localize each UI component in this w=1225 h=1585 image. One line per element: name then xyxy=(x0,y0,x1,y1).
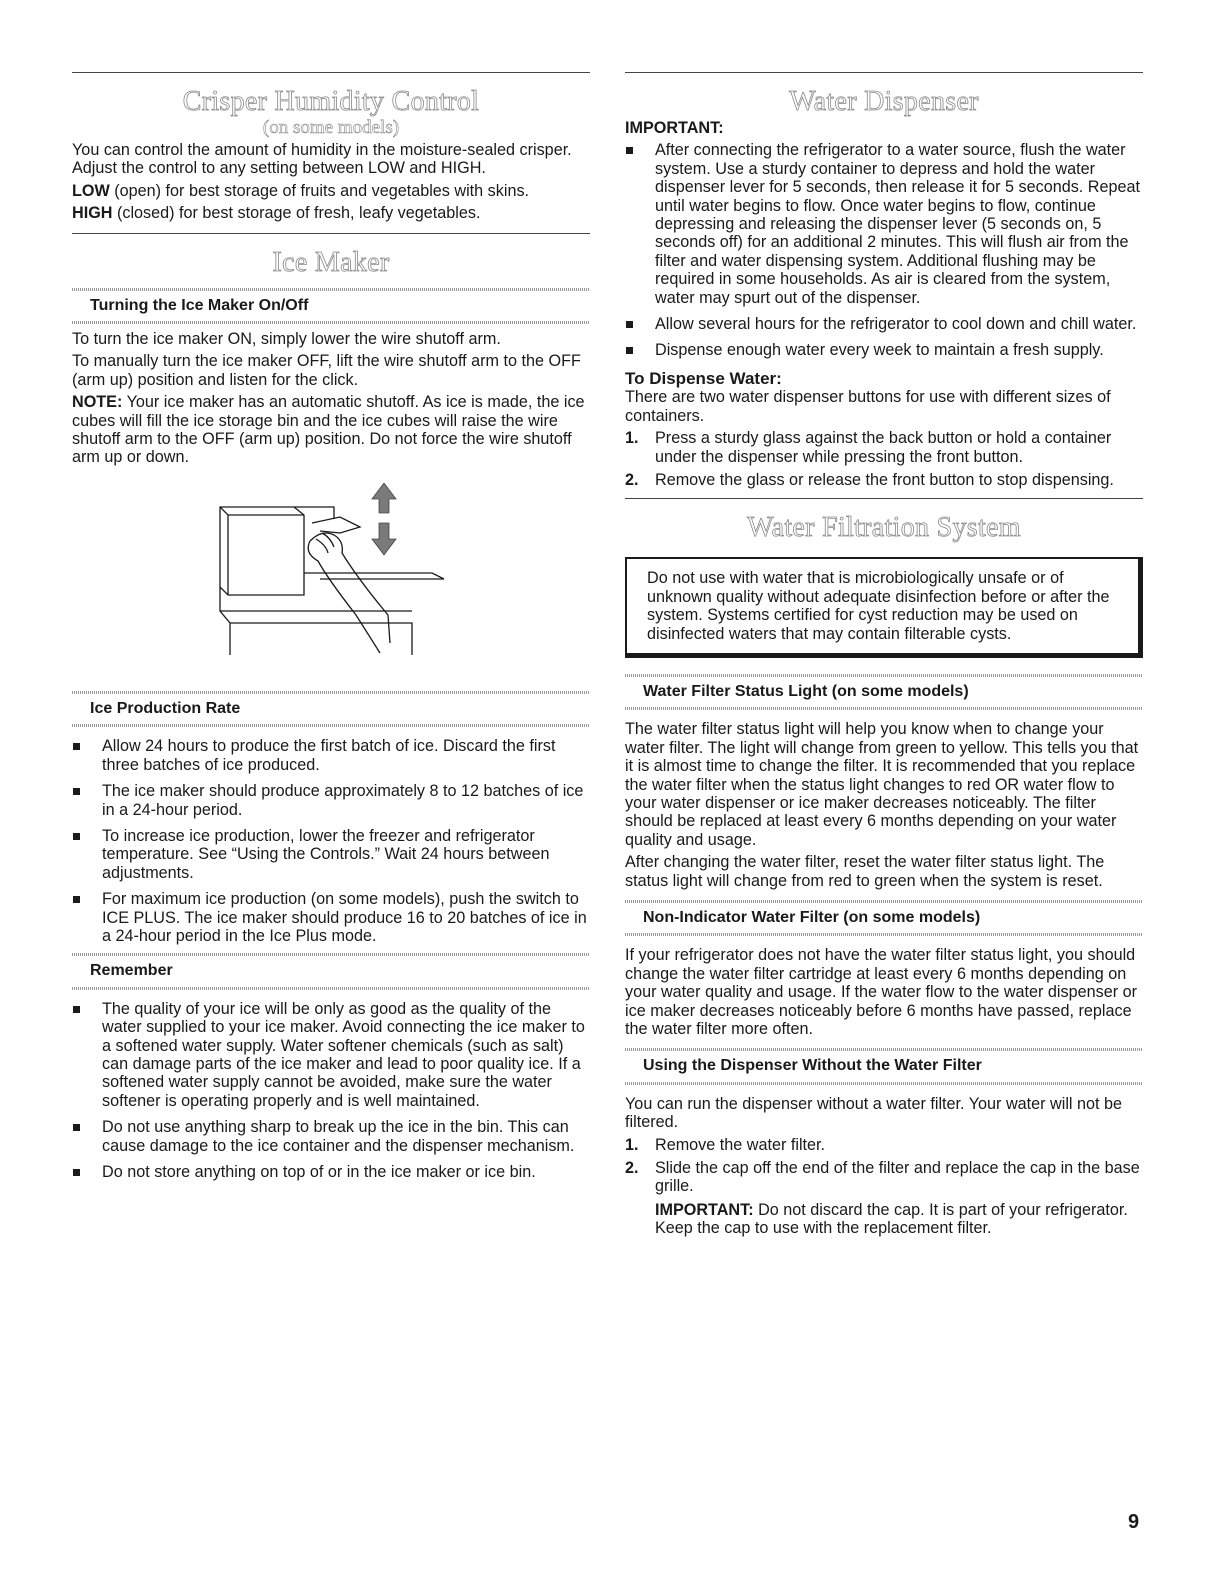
filter-status-light-heading: Water Filter Status Light (on some models) xyxy=(625,674,1143,710)
list-item xyxy=(625,471,1143,489)
note-text: Your ice maker has an automatic shutoff. As ice is made, the ice cubes will fill the ice storage bin and the ice cubes will raise the wire shutoff arm to the OFF (arm up) position. Do not force the wire shutoff arm up or down. xyxy=(72,393,585,467)
list-item: Do not use anything sharp to break up the ice in the bin. This can cause damage to the ice container and the dispenser mechanism. xyxy=(72,1118,590,1155)
crisper-intro: You can control the amount of humidity in the moisture-sealed crisper. Adjust the control to any setting between LOW and HIGH. xyxy=(72,141,572,178)
note-label: NOTE: xyxy=(72,393,123,412)
turn-on-instructions: To turn the ice maker ON, simply lower the wire shutoff arm. xyxy=(72,330,501,349)
ice-bin-shape xyxy=(220,507,304,595)
crisper-high-setting xyxy=(72,204,590,222)
ice-production-rate-list xyxy=(72,737,590,945)
high-label: HIGH xyxy=(72,204,113,223)
important-label: IMPORTANT: xyxy=(625,119,724,137)
list-item xyxy=(625,1159,1143,1196)
list-item: The quality of your ice will be only as good as the quality of the water supplied to your ice maker. Avoid connecting the ice maker to a softened water supply. Water softener chemicals (such as salt) can damage parts of the ice maker and lead to poor quality ice. If a softened water supply cannot be avoided, make sure the water softener is operating properly and is well maintained. xyxy=(72,1000,590,1110)
list-item: To increase ice production, lower the freezer and refrigerator temperature. See “Using the Controls.” Wait 24 hours between adjustments. xyxy=(72,827,590,882)
dispense-intro: There are two water dispenser buttons for use with different sizes of containers. xyxy=(625,388,1111,425)
list-item xyxy=(625,1136,1143,1154)
step-text: Remove the water filter. xyxy=(655,1135,826,1154)
page-number: 9 xyxy=(1128,1511,1140,1533)
status-light-reset-paragraph: After changing the water filter, reset the water filter status light. The status light will change from red to green when the system is reset. xyxy=(625,853,1105,890)
turning-ice-maker-heading: Turning the Ice Maker On/Off xyxy=(72,288,590,324)
cap-important-note xyxy=(625,1201,1143,1238)
list-item: Allow 24 hours to produce the first batch of ice. Discard the first three batches of ice produced. xyxy=(72,737,590,774)
step-number: 2. xyxy=(625,470,639,489)
step-number: 2. xyxy=(625,1159,639,1178)
non-indicator-paragraph: If your refrigerator does not have the water filter status light, you should change the water filter cartridge at least every 6 months depending on your water quality and usage. If the water flow to the water dispenser or ice maker decreases noticeably before 6 months have passed, replace the water filter more often. xyxy=(625,946,1137,1039)
low-description: (open) for best storage of fruits and vegetables with skins. xyxy=(109,181,530,200)
ice-maker-note xyxy=(72,393,590,467)
ice-production-rate-heading: Ice Production Rate xyxy=(72,691,590,727)
list-item: Do not store anything on top of or in the ice maker or ice bin. xyxy=(72,1163,590,1181)
ice-maker-section-title: Ice Maker xyxy=(272,246,390,278)
remember-heading: Remember xyxy=(72,953,590,989)
crisper-section-subtitle: (on some models) xyxy=(262,117,400,138)
crisper-section-title: Crisper Humidity Control xyxy=(182,86,480,117)
step-text: Remove the glass or release the front button to stop dispensing. xyxy=(655,470,1114,489)
wire-shutoff-arm xyxy=(312,517,360,533)
without-filter-intro: You can run the dispenser without a water filter. Your water will not be filtered. xyxy=(625,1094,1123,1132)
list-item: Allow several hours for the refrigerator to cool down and chill water. xyxy=(625,315,1143,333)
shelf-line xyxy=(304,573,444,579)
ice-maker-illustration xyxy=(72,483,590,683)
freezer-wall xyxy=(220,587,412,655)
list-item: For maximum ice production (on some models), push the switch to ICE PLUS. The ice maker should produce 16 to 20 batches of ice in a 24-hour period in the Ice Plus mode. xyxy=(72,890,590,945)
step-number: 1. xyxy=(625,429,639,448)
non-indicator-filter-heading: Non-Indicator Water Filter (on some models) xyxy=(625,900,1143,936)
hand-arm xyxy=(308,533,390,653)
water-dispenser-section-title: Water Dispenser xyxy=(789,86,979,117)
step-text: Slide the cap off the end of the filter and replace the cap in the base grille. xyxy=(655,1159,1140,1196)
important-list xyxy=(625,141,1143,359)
to-dispense-water-heading: To Dispense Water: xyxy=(625,368,782,388)
important-text: Do not discard the cap. It is part of your refrigerator. Keep the cap to use with the replacement filter. xyxy=(655,1200,1128,1238)
turn-off-instructions: To manually turn the ice maker OFF, lift the wire shutoff arm to the OFF (arm up) position and listen for the click. xyxy=(72,352,581,389)
left-column xyxy=(72,72,590,1189)
without-filter-steps xyxy=(625,1136,1143,1196)
step-number: 1. xyxy=(625,1135,639,1154)
dispense-steps xyxy=(625,429,1143,489)
important-label: IMPORTANT: xyxy=(655,1200,754,1219)
high-description: (closed) for best storage of fresh, leafy vegetables. xyxy=(112,204,481,223)
right-column xyxy=(625,72,1143,1242)
crisper-low-setting xyxy=(72,182,590,200)
list-item: The ice maker should produce approximately 8 to 12 batches of ice in a 24-hour period. xyxy=(72,782,590,819)
water-filtration-section-title: Water Filtration System xyxy=(747,512,1021,544)
list-item: After connecting the refrigerator to a water source, flush the water system. Use a sturdy container to depress and hold the water dispenser lever for 5 seconds, then release it for 5 seconds. Repeat until water begins to flow. Once water begins to flow, continue depressing and releasing the dispenser lever (5 seconds on, 5 seconds off) for an additional 2 minutes. This will flush air from the filter and water dispensing system. Additional flushing may be required in some households. As air is cleared from the system, water may spurt out of the dispenser. xyxy=(625,141,1143,307)
warning-text: Do not use with water that is microbiologically unsafe or of unknown quality without adequate disinfection before or after the system. Systems certified for cyst reduction may be used on disinfected waters that may contain filterable cysts. xyxy=(647,569,1110,643)
without-filter-heading: Using the Dispenser Without the Water Filter xyxy=(625,1048,1143,1084)
list-item xyxy=(625,429,1143,466)
up-down-arrow-icon xyxy=(372,483,396,555)
list-item: Dispense enough water every week to maintain a fresh supply. xyxy=(625,341,1143,359)
remember-list xyxy=(72,1000,590,1182)
low-label: LOW xyxy=(72,181,110,200)
warning-box xyxy=(625,557,1143,658)
status-light-paragraph: The water filter status light will help you know when to change your water filter. The light will change from green to yellow. This tells you that it is almost time to change the filter. It is recommended that you replace the water filter when the status light changes to red OR water flow to your water dispenser or ice maker decreases noticeably. The filter should be replaced at least every 6 months depending on your water quality and usage. xyxy=(625,720,1139,849)
step-text: Press a sturdy glass against the back button or hold a container under the dispenser while pressing the front button. xyxy=(655,429,1112,466)
